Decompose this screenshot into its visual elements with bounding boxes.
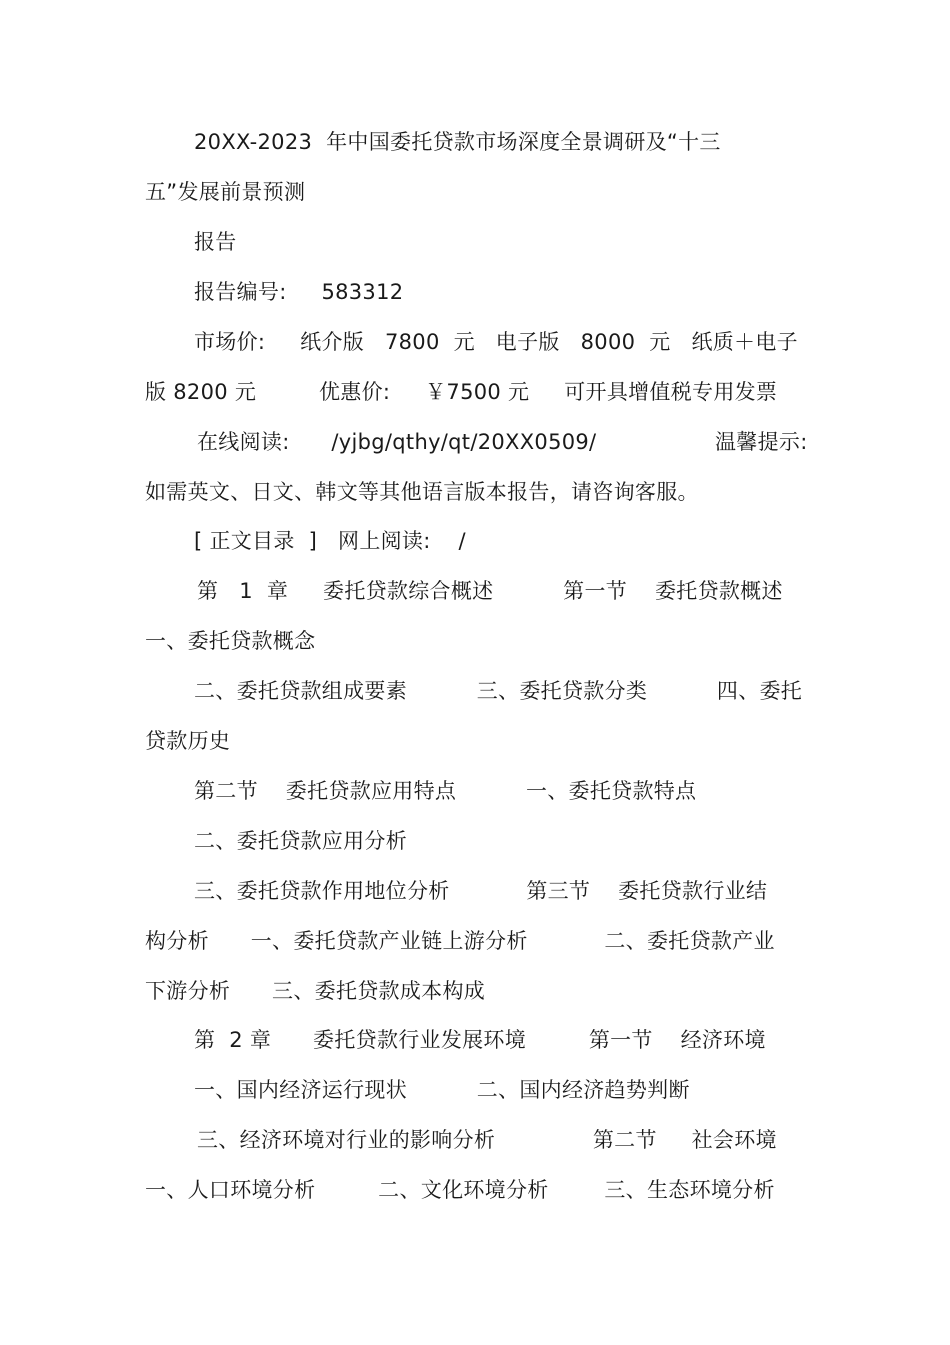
toc-line: 第二节 委托贷款应用特点 一、委托贷款特点	[194, 779, 697, 803]
online-reading-line: 在线阅读: /yjbg/qthy/qt/20XX0509/ 温馨提示:	[197, 430, 808, 454]
report-title-line-3: 报告	[194, 230, 237, 254]
report-title-line-2: 五”发展前景预测	[145, 180, 306, 204]
toc-line: 一、委托贷款概念	[145, 629, 316, 653]
toc-heading-line: [ 正文目录 ] 网上阅读: /	[194, 529, 466, 553]
discount-price-line: 版 8200 元 优惠价: ￥7500 元 可开具增值税专用发票	[145, 380, 778, 404]
toc-line: 贷款历史	[145, 729, 231, 753]
toc-line-chapter-1: 第 1 章 委托贷款综合概述 第一节 委托贷款概述	[197, 579, 783, 603]
report-number: 报告编号: 583312	[194, 280, 404, 304]
toc-line-chapter-2: 第 2 章 委托贷款行业发展环境 第一节 经济环境	[194, 1028, 766, 1052]
toc-line: 三、委托贷款作用地位分析 第三节 委托贷款行业结	[194, 879, 768, 903]
language-note-line: 如需英文、日文、韩文等其他语言版本报告，请咨询客服。	[145, 480, 699, 504]
toc-line: 一、人口环境分析 二、文化环境分析 三、生态环境分析	[145, 1178, 775, 1202]
toc-line: 二、委托贷款组成要素 三、委托贷款分类 四、委托	[194, 679, 803, 703]
toc-line: 三、经济环境对行业的影响分析 第二节 社会环境	[197, 1128, 777, 1152]
toc-line: 下游分析 三、委托贷款成本构成	[145, 979, 486, 1003]
toc-line: 一、国内经济运行现状 二、国内经济趋势判断	[194, 1078, 690, 1102]
market-price-line: 市场价: 纸介版 7800 元 电子版 8000 元 纸质＋电子	[194, 330, 798, 354]
toc-line: 二、委托贷款应用分析	[194, 829, 407, 853]
report-title-line-1: 20XX-2023 年中国委托贷款市场深度全景调研及“十三	[194, 130, 721, 154]
toc-line: 构分析 一、委托贷款产业链上游分析 二、委托贷款产业	[145, 929, 775, 953]
